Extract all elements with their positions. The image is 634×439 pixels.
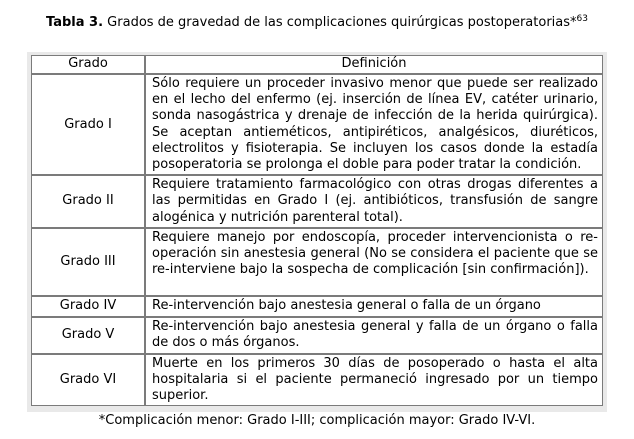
table-row: [31, 74, 603, 175]
definition-cell: Requiere tratamiento farmacológico con otras drogas diferentes a las permitidas en Grado I (ej. antibióticos, transfusión de sangre alogénica y nutrición parenteral total).: [145, 175, 603, 228]
definition-cell: Sólo requiere un proceder invasivo menor que puede ser realizado en el lecho del enfermo (ej. inserción de línea EV, catéter urinario, sonda nasogástrica y drenaje de infección de la herida quirúrgica). Se aceptan antieméticos, antipiréticos, analgésicos, diuréticos, electrolitos y fisioterapia. Se incluyen los casos donde la estadía posoperatoria se prolonga el doble para poder tratar la condición.: [145, 74, 603, 175]
definition-cell: Muerte en los primeros 30 días de posoperado o hasta el alta hospitalaria si el paciente permaneció ingresado por un tiempo superior.: [145, 354, 603, 407]
definition-cell: Requiere manejo por endoscopía, proceder intervencionista o re-operación sin anestesia general (No se considera el paciente que se re-interviene bajo la sospecha de complicación [sin confirmación]).: [145, 228, 603, 296]
table-row: [31, 175, 603, 228]
caption-reference: 63: [576, 14, 588, 24]
table-header-row: [31, 55, 603, 74]
grade-cell: Grado V: [31, 317, 145, 354]
caption-label: Tabla 3.: [46, 15, 104, 30]
grades-table: [31, 55, 603, 406]
table-footnote: *Complicación menor: Grado I-III; complicación mayor: Grado IV-VI.: [98, 413, 536, 428]
grade-cell: Grado VI: [31, 354, 145, 407]
table-row: [31, 296, 603, 317]
definition-cell: Re-intervención bajo anestesia general o falla de un órgano: [145, 296, 603, 317]
table-row: [31, 228, 603, 296]
grade-cell: Grado III: [31, 228, 145, 296]
grade-cell: Grado IV: [31, 296, 145, 317]
grade-cell: Grado I: [31, 74, 145, 175]
definition-cell: Re-intervención bajo anestesia general y falla de un órgano o falla de dos o más órganos.: [145, 317, 603, 354]
caption-text: Grados de gravedad de las complicaciones quirúrgicas postoperatorias*: [103, 15, 577, 30]
table-row: [31, 354, 603, 407]
header-grade: Grado: [31, 55, 145, 74]
table-row: [31, 317, 603, 354]
grade-cell: Grado II: [31, 175, 145, 228]
table-caption: [0, 14, 634, 32]
header-definition: Definición: [145, 55, 603, 74]
